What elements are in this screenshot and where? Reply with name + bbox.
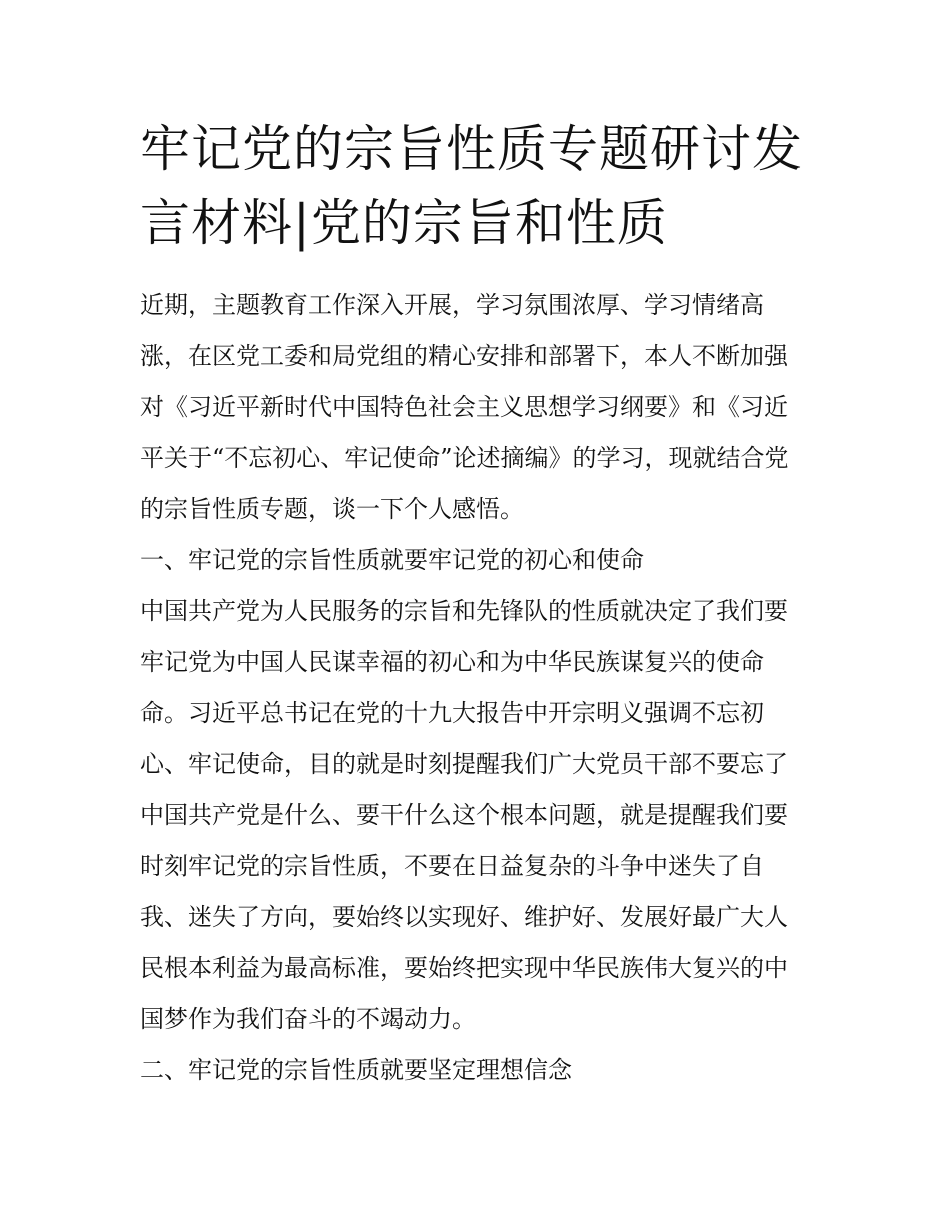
paragraph-line: 的宗旨性质专题，谈一下个人感悟。 xyxy=(140,495,524,523)
paragraph-line: 平关于“不忘初心、牢记使命”论述摘编》的学习，现就结合党 xyxy=(140,444,789,472)
title-line: 言材料|党的宗旨和性质 xyxy=(140,194,668,252)
section-heading: 二、牢记党的宗旨性质就要坚定理想信念 xyxy=(140,1056,572,1084)
paragraph-line: 国梦作为我们奋斗的不竭动力。 xyxy=(140,1005,476,1033)
paragraph-line: 民根本利益为最高标准，要始终把实现中华民族伟大复兴的中 xyxy=(140,954,788,982)
paragraph-line: 命。习近平总书记在党的十九大报告中开宗明义强调不忘初 xyxy=(140,699,764,727)
title-line: 牢记党的宗旨性质专题研讨发 xyxy=(140,120,803,178)
section-heading: 一、牢记党的宗旨性质就要牢记党的初心和使命 xyxy=(140,546,644,574)
paragraph-line: 近期，主题教育工作深入开展，学习氛围浓厚、学习情绪高 xyxy=(140,291,764,319)
paragraph-line: 对《习近平新时代中国特色社会主义思想学习纲要》和《习近 xyxy=(140,393,788,421)
paragraph-line: 中国共产党为人民服务的宗旨和先锋队的性质就决定了我们要 xyxy=(140,597,788,625)
paragraph-line: 牢记党为中国人民谋幸福的初心和为中华民族谋复兴的使命 xyxy=(140,648,764,676)
document-body xyxy=(140,280,830,1096)
document-title xyxy=(140,112,820,260)
paragraph-line: 我、迷失了方向，要始终以实现好、维护好、发展好最广大人 xyxy=(140,903,788,931)
paragraph-line: 心、牢记使命，目的就是时刻提醒我们广大党员干部不要忘了 xyxy=(140,750,788,778)
paragraph-line: 涨，在区党工委和局党组的精心安排和部署下，本人不断加强 xyxy=(140,342,788,370)
paragraph-line: 时刻牢记党的宗旨性质，不要在日益复杂的斗争中迷失了自 xyxy=(140,852,764,880)
paragraph-line: 中国共产党是什么、要干什么这个根本问题，就是提醒我们要 xyxy=(140,801,788,829)
